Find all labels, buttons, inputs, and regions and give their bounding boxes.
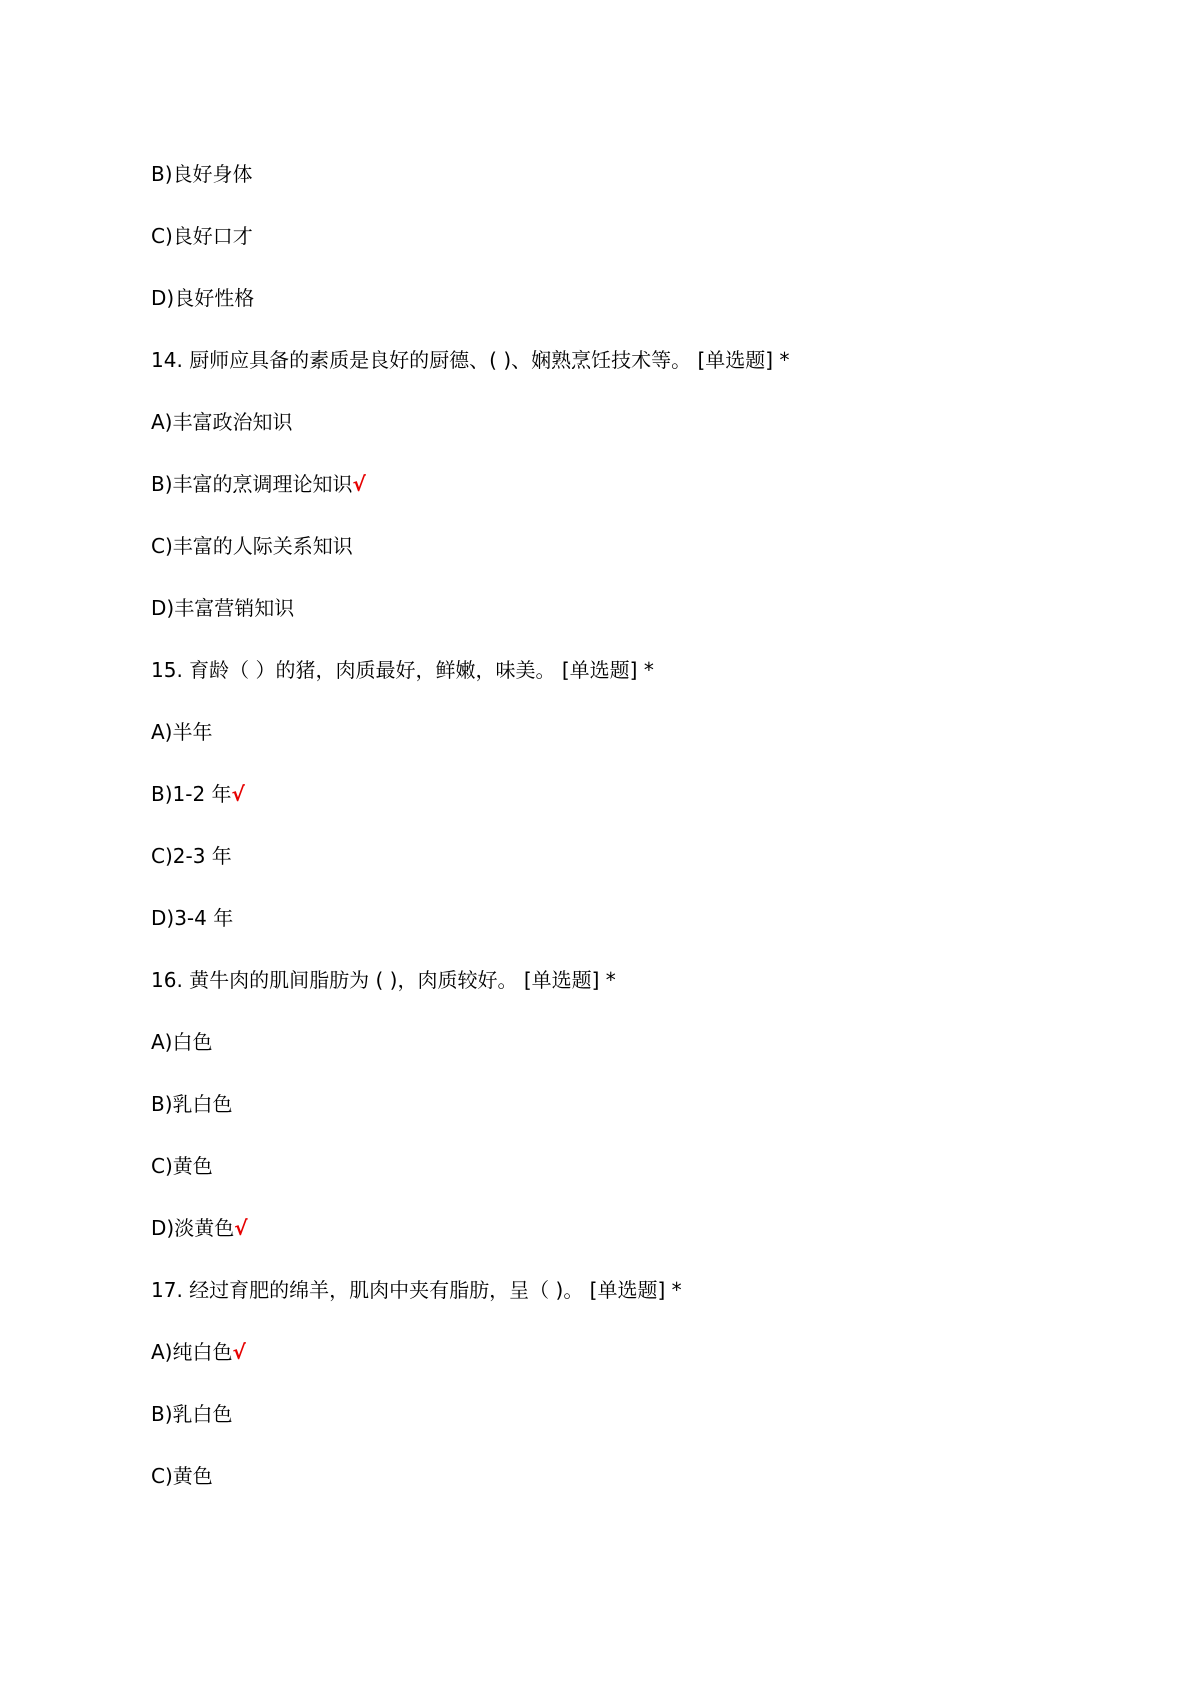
option-text: A)纯白色 (151, 1340, 233, 1364)
question-text: 16. 黄牛肉的肌间脂肪为 ( )，肉质较好。 [单选题] * (151, 968, 616, 992)
option-line (151, 530, 353, 562)
option-text: C)2-3 年 (151, 844, 232, 868)
option-text: C)黄色 (151, 1154, 213, 1178)
option-text: A)白色 (151, 1030, 213, 1054)
option-line (151, 282, 254, 314)
option-line (151, 716, 212, 748)
option-text: D)3-4 年 (151, 906, 234, 930)
question-line (151, 344, 789, 376)
check-mark-icon: √ (231, 782, 245, 806)
option-text: D)良好性格 (151, 286, 255, 310)
option-line (151, 778, 245, 810)
option-text: B)乳白色 (151, 1092, 233, 1116)
option-text: A)丰富政治知识 (151, 410, 293, 434)
question-line (151, 654, 654, 686)
option-text: B)1-2 年 (151, 782, 232, 806)
option-line (151, 1398, 233, 1430)
option-line (151, 840, 232, 872)
option-text: B)丰富的烹调理论知识 (151, 472, 353, 496)
option-line (151, 902, 233, 934)
question-line (151, 1274, 682, 1306)
option-text: C)丰富的人际关系知识 (151, 534, 353, 558)
question-text: 17. 经过育肥的绵羊，肌肉中夹有脂肪，呈（ )。 [单选题] * (151, 1278, 682, 1302)
option-text: B)良好身体 (151, 162, 253, 186)
option-line (151, 1460, 213, 1492)
option-line (151, 1336, 246, 1368)
question-text: 14. 厨师应具备的素质是良好的厨德、( )、娴熟烹饪技术等。 [单选题] * (151, 348, 790, 372)
option-line (151, 158, 253, 190)
question-text: 15. 育龄（ ）的猪，肉质最好，鲜嫩，味美。 [单选题] * (151, 658, 654, 682)
option-line (151, 1150, 213, 1182)
option-text: D)淡黄色 (151, 1216, 235, 1240)
option-line (151, 468, 366, 500)
option-text: C)良好口才 (151, 224, 253, 248)
question-line (151, 964, 616, 996)
option-text: D)丰富营销知识 (151, 596, 295, 620)
option-line (151, 1026, 212, 1058)
option-line (151, 1088, 233, 1120)
check-mark-icon: √ (232, 1340, 246, 1364)
check-mark-icon: √ (234, 1216, 248, 1240)
option-line (151, 592, 294, 624)
option-line (151, 406, 292, 438)
option-line (151, 1212, 248, 1244)
option-text: C)黄色 (151, 1464, 213, 1488)
option-text: A)半年 (151, 720, 213, 744)
check-mark-icon: √ (352, 472, 366, 496)
option-text: B)乳白色 (151, 1402, 233, 1426)
option-line (151, 220, 253, 252)
